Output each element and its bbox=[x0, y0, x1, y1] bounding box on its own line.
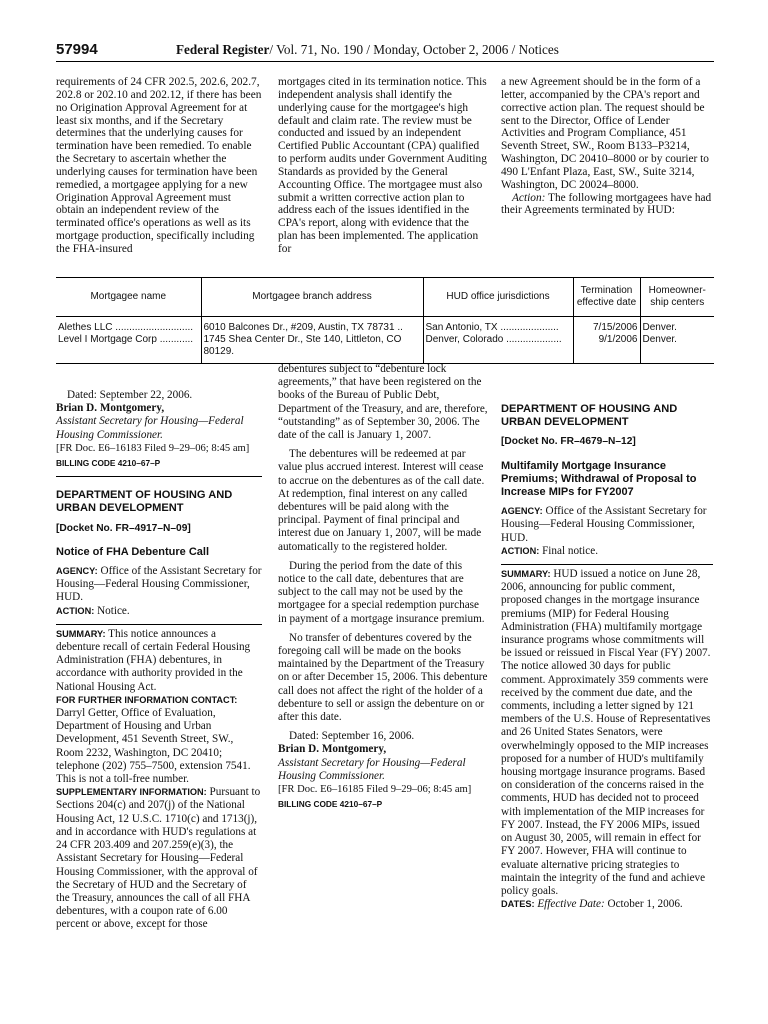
dates-label: DATES: bbox=[501, 899, 535, 910]
left-column bbox=[56, 389, 262, 932]
notice-subject: Multifamily Mortgage Insurance Premiums; Withdrawal of Proposal to Increase MIPs for FY2007 bbox=[501, 459, 697, 499]
body-text: mortgages cited in its termination notice. This independent analysis shall identify the underlying cause for the mortgagee's high default and claim rate. The review must be conducted and issued by an independent Certified Public Accountant (CPA) qualified to perform audits under Government Auditing Standards as provided by the General Accounting Office. The mortgagee must also submit a written corrective action plan to address each of the issues identified in the CPA's report, along with evidence that the plan has been implemented. The application for bbox=[278, 76, 487, 255]
docket-number: [Docket No. FR–4679–N–12] bbox=[501, 436, 636, 448]
journal-name: Federal Register bbox=[176, 42, 270, 57]
effective-date: October 1, 2006. bbox=[607, 898, 683, 911]
department-heading: DEPARTMENT OF HOUSING AND URBAN DEVELOPMENT bbox=[56, 489, 233, 515]
summary-text: HUD issued a notice on June 28, 2006, announcing for public comment, proposed changes in the mortgage insurance premiums (MIP) for Federal Housing Administration (FHA) multifamily mortgage insurance programs whose commitments will be issued or reissued in Fiscal Year (FY) 2007. The notice allowed 30 days for public comment. Approximately 359 comments were received by the comment due date, and the comments, including a letter signed by 121 members of the U.S. House of Representatives and 26 United States Senators, were overwhelmingly opposed to the MIP increases proposed for a number of HUD's multifamily housing mortgage insurance programs. Based on consideration of the concerns raised in the comments, HUD has decided not to proceed with implementation of the MIP increases for FY 2007. Instead, the FY 2006 MIPs, issued on August 30, 2005, will remain in effect for FY 2007. However, FHA will continue to evaluate alternative pricing strategies to maintain the integrity of the fund and achieve policy goals. bbox=[501, 568, 711, 897]
column-header: Termination effective date bbox=[573, 278, 640, 317]
terminated-mortgagees-table bbox=[56, 277, 714, 364]
section-divider bbox=[501, 564, 713, 565]
body-text: The debentures will be redeemed at par value plus accrued interest. Interest will cease to accrue on the debentures as of the call date. At redemption, final interest on any called debentures will be paid along with the principal. Payment of final principal and interest due on January 1, 2007, will be made automatically to the registered holder. bbox=[278, 448, 485, 553]
page-number: 57994 bbox=[56, 41, 98, 58]
agency-text: Office of the Assistant Secretary for Housing—Federal Housing Commissioner, HUD. bbox=[56, 565, 262, 604]
action-text: Notice. bbox=[97, 604, 130, 617]
body-text: During the period from the date of this notice to the call date, debentures that are subject to the call may not be used by the mortgagee for a special redemption purchase in payment of a mortgage insurance premium. bbox=[278, 559, 485, 625]
supplementary-text: Pursuant to Sections 204(c) and 207(j) of the National Housing Act, 12 U.S.C. 1710(c) and 1713(j), and in accordance with HUD's regulations at 24 CFR 203.409 and 207.259(e)(3), the Assistant Secretary for Housing—Federal Housing Commissioner, with the approval of the Secretary of HUD and the Secretary of the Treasury, announces the call of all FHA debentures, with a coupon rate of 6.00 percent or above, except for those bbox=[56, 786, 261, 931]
dates-paragraph bbox=[501, 898, 713, 911]
contact-text: Darryl Getter, Office of Evaluation, Department of Housing and Urban Development, 451 Seventh Street, SW., Room 2232, Washington, DC 20410; telephone (202) 755–7500, extension 7541. This is not a toll-free number. bbox=[56, 707, 251, 786]
branch-address: 6010 Balcones Dr., #209, Austin, TX 78731 .. bbox=[201, 317, 423, 335]
summary-label: SUMMARY: bbox=[501, 569, 551, 580]
body-text: a new Agreement should be in the form of a letter, accompanied by the CPA's report and corrective action plan. The request should be sent to the Director, Office of Lender Activities and Program Compliance, 451 Seventh Street, SW., Room B133–P3214, Washington, DC 20410–8000 or by courier to 490 L'Enfant Plaza, East, SW., Suite 3214, Washington, DC 20024–8000. bbox=[501, 76, 709, 191]
action-label: Action: bbox=[512, 191, 546, 204]
issue-info: / Vol. 71, No. 190 / Monday, October 2, 2006 / Notices bbox=[269, 42, 559, 57]
homeownership-center: Denver. bbox=[640, 317, 714, 335]
action-label: ACTION: bbox=[501, 545, 540, 556]
signer-name: Brian D. Montgomery, bbox=[56, 402, 165, 415]
top-column-1 bbox=[56, 76, 262, 256]
summary-paragraph bbox=[56, 628, 262, 694]
action-paragraph bbox=[501, 192, 713, 218]
action-paragraph bbox=[56, 605, 262, 618]
table-header-row bbox=[56, 278, 714, 317]
dated-line: Dated: September 16, 2006. bbox=[289, 730, 415, 743]
section-divider bbox=[56, 476, 262, 477]
agency-text: Office of the Assistant Secretary for Housing—Federal Housing Commissioner, HUD. bbox=[501, 505, 707, 544]
hud-jurisdiction: San Antonio, TX ..................... bbox=[423, 317, 573, 335]
action-text: The following mortgagees have had their Agreements terminated by HUD: bbox=[501, 191, 712, 217]
signer-title: Assistant Secretary for Housing—Federal Housing Commissioner. bbox=[278, 756, 466, 782]
agency-label: AGENCY: bbox=[56, 566, 98, 577]
page-header bbox=[56, 41, 714, 62]
summary-paragraph bbox=[501, 568, 713, 898]
body-text: requirements of 24 CFR 202.5, 202.6, 202.7, 202.8 or 202.10 and 202.12, if there has been no Origination Approval Agreement for at least six months, and if the Secretary determines that the underlying causes for termination have been remedied. To enable the Secretary to ascertain whether the underlying causes for termination have been remedied, a mortgagee applying for a new Origination Approval Agreement must obtain an independent review of the terminated office's operations as well as its mortgage production, specifically including the FHA-insured bbox=[56, 76, 262, 255]
middle-column bbox=[278, 363, 490, 812]
homeownership-center: Denver. bbox=[640, 334, 714, 364]
docket-number: [Docket No. FR–4917–N–09] bbox=[56, 522, 191, 534]
agency-paragraph bbox=[56, 565, 262, 605]
body-text: debentures subject to “debenture lock agreements,” that have been registered on the books of the Bureau of Public Debt, Department of the Treasury, and are, therefore, “outstanding” as of September 30, 2006. The date of the call is January 1, 2007. bbox=[278, 363, 488, 442]
fr-doc-line: [FR Doc. E6–16185 Filed 9–29–06; 8:45 am] bbox=[278, 784, 472, 796]
dated-line: Dated: September 22, 2006. bbox=[67, 389, 193, 401]
column-header: Mortgagee name bbox=[56, 278, 201, 317]
department-heading: DEPARTMENT OF HOUSING AND URBAN DEVELOPMENT bbox=[501, 403, 678, 429]
table-row bbox=[56, 334, 714, 364]
right-column bbox=[501, 391, 713, 911]
top-column-2 bbox=[278, 76, 490, 256]
column-header: HUD office jurisdictions bbox=[423, 278, 573, 317]
effective-date-label: Effective Date: bbox=[537, 898, 605, 911]
action-paragraph bbox=[501, 545, 713, 558]
mortgagee-name: Alethes LLC ............................ bbox=[58, 322, 194, 333]
column-header: Homeowner-ship centers bbox=[640, 278, 714, 317]
running-head bbox=[176, 42, 559, 58]
body-text: No transfer of debentures covered by the foregoing call will be made on the books maintained by the Department of the Treasury on or after December 15, 2006. This debenture call does not affect the right of the holder of a debenture to sell or assign the debenture on or after this date. bbox=[278, 631, 488, 724]
notice-subject: Notice of FHA Debenture Call bbox=[56, 545, 209, 558]
hud-jurisdiction: Denver, Colorado .................... bbox=[423, 334, 573, 364]
table-row bbox=[56, 317, 714, 335]
action-text: Final notice. bbox=[542, 544, 599, 557]
contact-label: FOR FURTHER INFORMATION CONTACT: bbox=[56, 694, 238, 705]
section-divider bbox=[56, 624, 262, 625]
billing-code: BILLING CODE 4210–67–P bbox=[56, 458, 161, 469]
supplementary-paragraph bbox=[56, 786, 262, 931]
fr-doc-line: [FR Doc. E6–16183 Filed 9–29–06; 8:45 am] bbox=[56, 442, 250, 454]
termination-date: 9/1/2006 bbox=[573, 334, 640, 364]
action-label: ACTION: bbox=[56, 605, 95, 616]
termination-date: 7/15/2006 bbox=[573, 317, 640, 335]
signer-name: Brian D. Montgomery, bbox=[278, 743, 387, 756]
agency-label: AGENCY: bbox=[501, 506, 543, 517]
mortgagee-name: Level I Mortgage Corp ............ bbox=[56, 334, 201, 364]
billing-code: BILLING CODE 4210–67–P bbox=[278, 799, 383, 810]
agency-paragraph bbox=[501, 505, 713, 545]
summary-label: SUMMARY: bbox=[56, 628, 106, 639]
summary-text: This notice announces a debenture recall of certain Federal Housing Administration (FHA) debentures, in accordance with authority provided in the National Housing Act. bbox=[56, 627, 251, 693]
supplementary-label: SUPPLEMENTARY INFORMATION: bbox=[56, 787, 207, 798]
branch-address: 1745 Shea Center Dr., Ste 140, Littleton, CO 80129. bbox=[201, 334, 423, 364]
column-header: Mortgagee branch address bbox=[201, 278, 423, 317]
top-column-3 bbox=[501, 76, 713, 217]
signer-title: Assistant Secretary for Housing—Federal Housing Commissioner. bbox=[56, 415, 244, 441]
